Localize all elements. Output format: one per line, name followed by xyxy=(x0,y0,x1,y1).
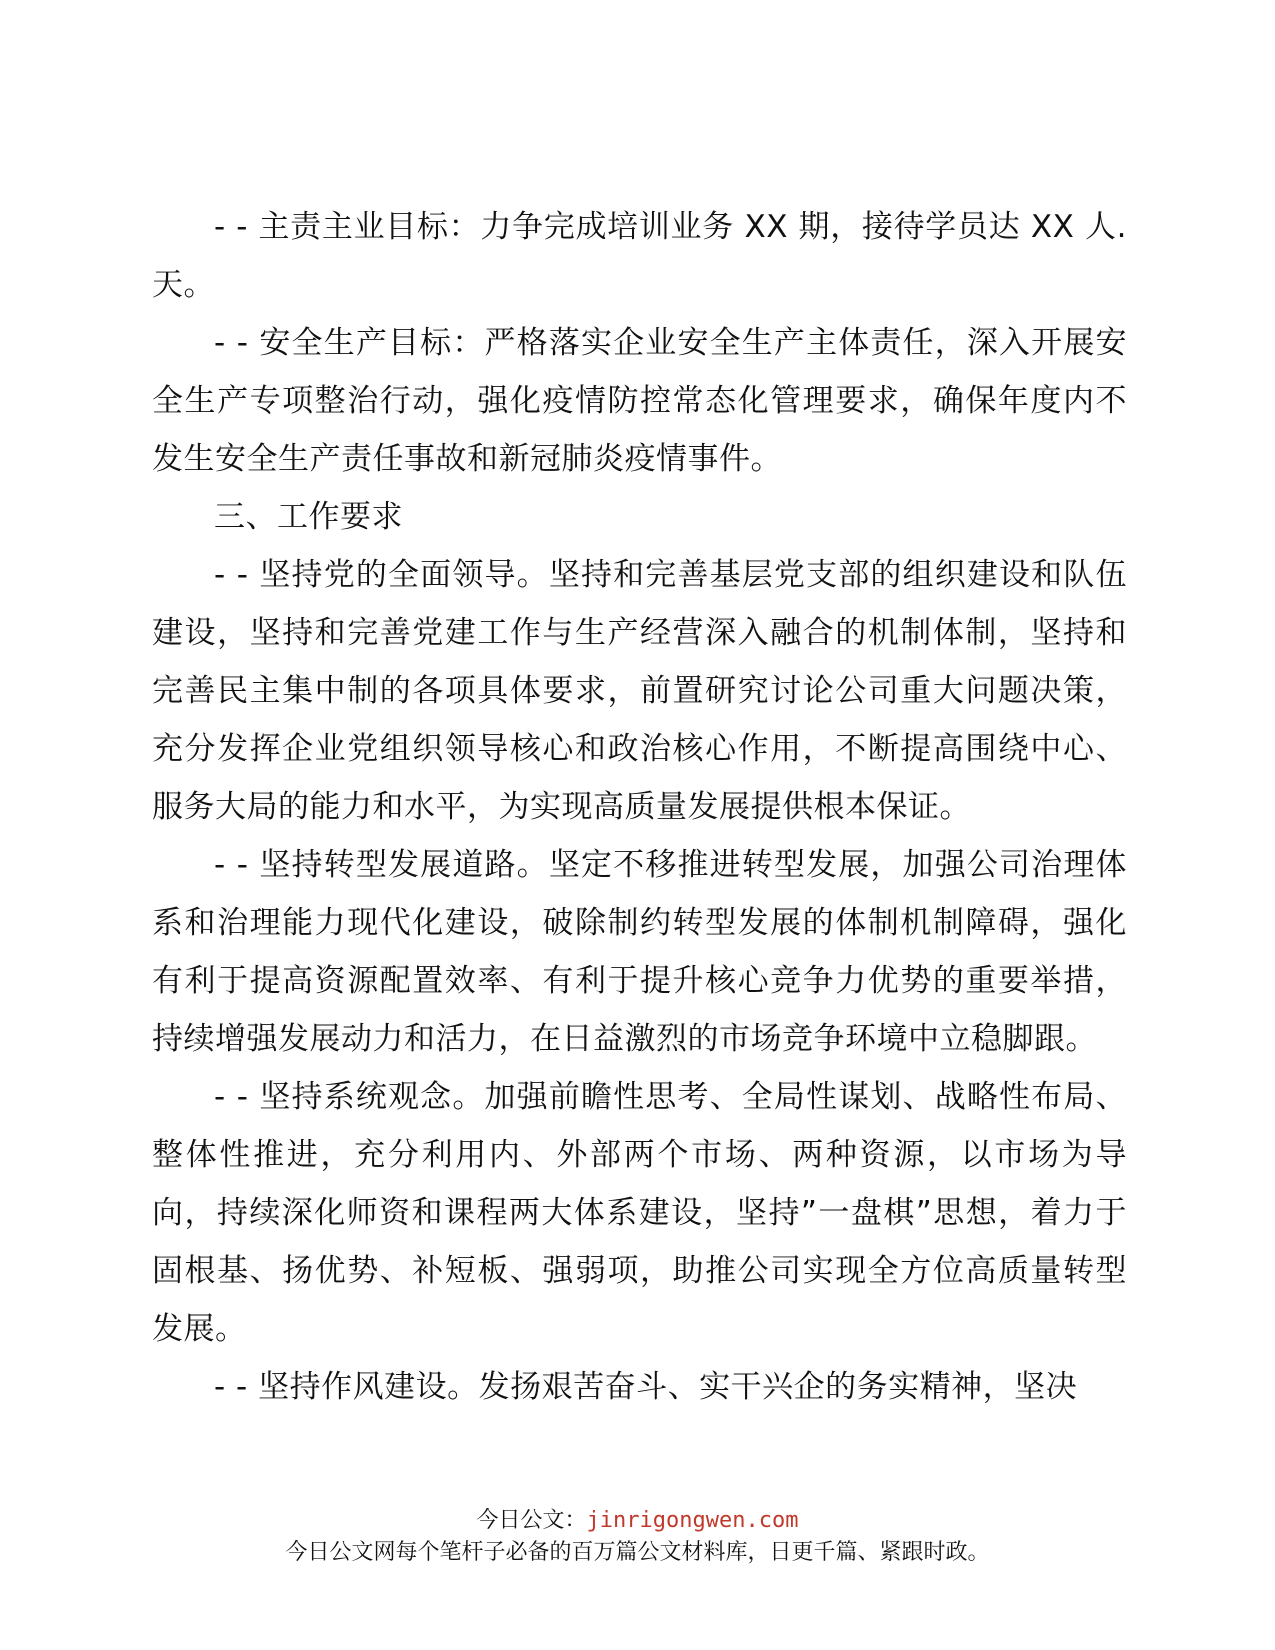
paragraph-party-leadership: - - 坚持党的全面领导。坚持和完善基层党支部的组织建设和队伍建设，坚持和完善党建工作与生产经营深入融合的机制体制，坚持和完善民主集中制的各项具体要求，前置研究讨论公司重大问题决策，充分发挥企业党组织领导核心和政治核心作用，不断提高围绕中心、服务大局的能力和水平，为实现高质量发展提供根本保证。 xyxy=(152,557,1127,825)
paragraph-safety-goal: - - 安全生产目标：严格落实企业安全生产主体责任，深入开展安全生产专项整治行动，强化疫情防控常态化管理要求，确保年度内不发生安全生产责任事故和新冠肺炎疫情事件。 xyxy=(152,325,1127,477)
paragraph-work-style: - - 坚持作风建设。发扬艰苦奋斗、实干兴企的务实精神，坚决 xyxy=(214,1369,1078,1405)
section-heading-work-requirements: 三、工作要求 xyxy=(214,499,403,535)
paragraph-main-business-goal: - - 主责主业目标：力争完成培训业务 XX 期，接待学员达 XX 人.天。 xyxy=(152,209,1127,303)
footer-source xyxy=(0,1503,1275,1534)
footer-label: 今日公文： xyxy=(476,1508,587,1533)
paragraph-system-concept: - - 坚持系统观念。加强前瞻性思考、全局性谋划、战略性布局、整体性推进，充分利用内、外部两个市场、两种资源，以市场为导向，持续深化师资和课程两大体系建设，坚持”一盘棋”思想，着力于固根基、扬优势、补短板、强弱项，助推公司实现全方位高质量转型发展。 xyxy=(152,1079,1127,1347)
document-body xyxy=(152,198,1127,1416)
footer-tagline: 今日公文网每个笔杆子必备的百万篇公文材料库，日更千篇、紧跟时政。 xyxy=(285,1540,990,1565)
footer-url-link[interactable]: jinrigongwen.com xyxy=(586,1508,799,1533)
paragraph-transformation: - - 坚持转型发展道路。坚定不移推进转型发展，加强公司治理体系和治理能力现代化建设，破除制约转型发展的体制机制障碍，强化有利于提高资源配置效率、有利于提升核心竞争力优势的重要举措，持续增强发展动力和活力，在日益激烈的市场竞争环境中立稳脚跟。 xyxy=(152,847,1127,1057)
